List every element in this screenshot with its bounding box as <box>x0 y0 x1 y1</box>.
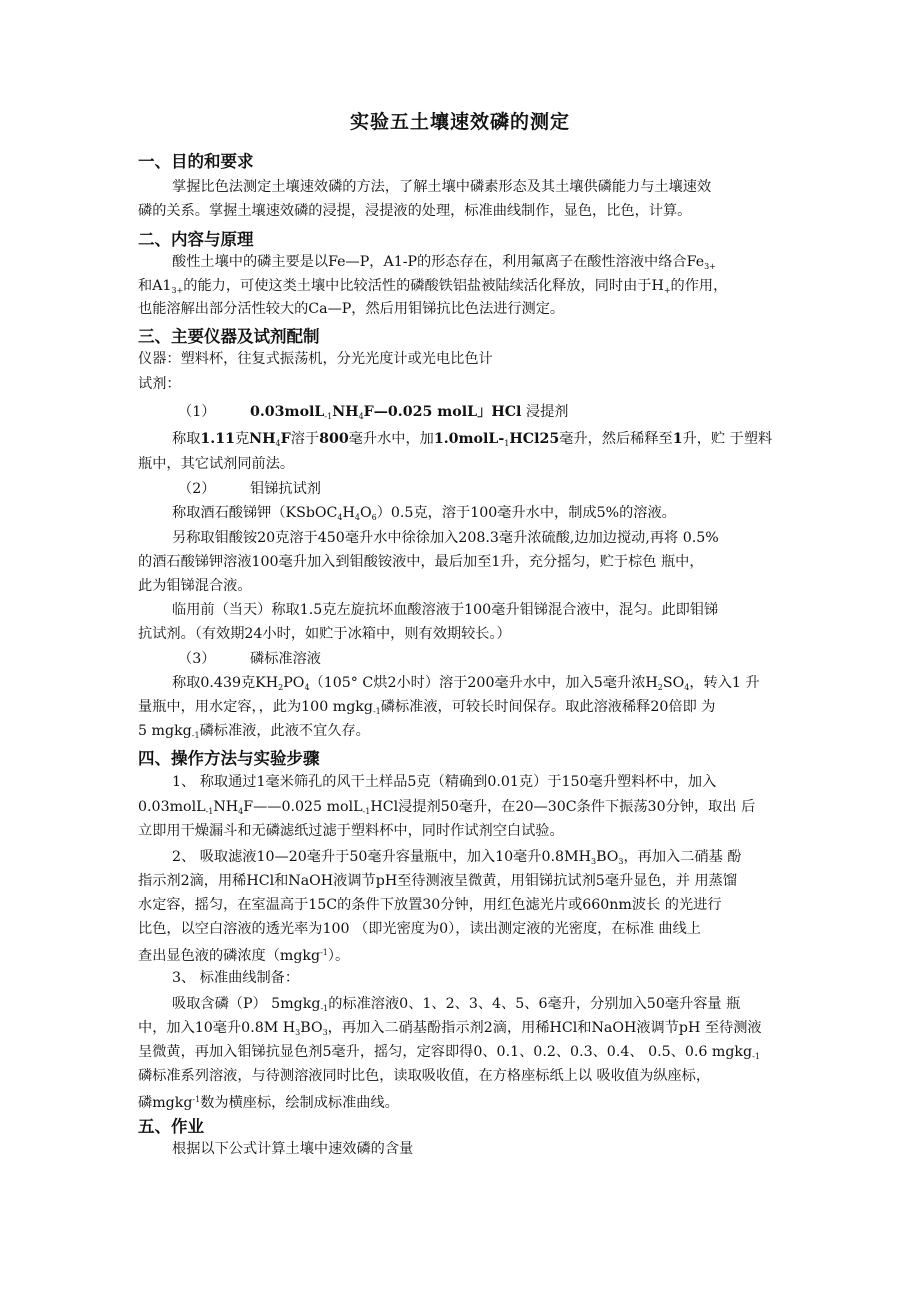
reagent-3-title: 磷标准溶液 <box>250 651 321 667</box>
reagent-1-line-1: 称取1.11克$NH_4F$溶于800毫升水中，加$1.0molL-_1HCl25$毫升，然后稀释至1升，贮 于塑料 <box>172 431 773 448</box>
page-title: 实验五土壤速效磷的测定 <box>349 111 570 133</box>
step-2-line-3: 水定容，摇匀，在室温高于15C的条件下放置30分钟，用红色滤光片或660nm波长 的光进行 <box>138 897 722 913</box>
step-1-line-1: 1、 称取通过1毫米筛孔的风干土样品5克（精确到0.01克）于150毫升塑料杯中，加入 <box>172 774 717 790</box>
step-3-line-3: 呈微黄，再加入钼锑抗显色剂5毫升，摇匀，定容即得0、0.1、0.2、0.3、0.4、 0.5、0.6 mgkg$_{-1}$ <box>138 1044 760 1061</box>
step-3-line-4: 磷标准系列溶液，与待测溶液同时比色，读取吸收值，在方格座标纸上以 吸收值为纵座标， <box>138 1068 711 1084</box>
s2-line-3: 也能溶解出部分活性较大的Ca—P，然后用钼锑抗比色法进行测定。 <box>138 301 565 317</box>
reagent-2-title: 钼锑抗试剂 <box>250 481 321 497</box>
s2-line-2: 和$A1_{3+}$的能力，可使这类土壤中比较活性的磷酸铁铝盐被陆续活化释放，同时由于$H_+$的作用， <box>138 278 728 295</box>
section-5-heading: 五、作业 <box>138 1117 204 1136</box>
reagent-3-line-1: 称取0.439克$KH_2PO_4(105^\circ$ C烘2小时）溶于200毫升水中，加入5毫升浓$H_2SO_4$，转入1 升 <box>172 675 760 692</box>
s1-line-2: 磷的关系。掌握土壤速效磷的浸提，浸提液的处理，标准曲线制作，显色，比色，计算。 <box>138 203 692 219</box>
s5-line-1: 根据以下公式计算土壤中速效磷的含量 <box>172 1141 414 1157</box>
reagent-3-number: （3） <box>178 651 216 667</box>
instruments-line: 仪器：塑料杯，往复式振荡机，分光光度计或光电比色计 <box>138 351 493 367</box>
s2-line-1: 酸性土壤中的磷主要是以Fe—P，A1-P的形态存在，利用氟离子在酸性溶液中络合$Fe_{3+}$ <box>172 254 716 271</box>
s1-line-1: 掌握比色法测定土壤速效磷的方法，了解土壤中磷素形态及其土壤供磷能力与土壤速效 <box>172 179 712 195</box>
step-2-line-4: 比色，以空白溶液的透光率为100 （即光密度为0），读出测定液的光密度，在标准 曲线上 <box>138 921 701 937</box>
reagents-label: 试剂： <box>138 376 181 392</box>
step-1-line-2: $0.03molL_{-1}NH_4F——0.025$ molL$_{-1}$HCl浸提剂50毫升，在20—30C条件下振荡30分钟，取出 后 <box>138 799 756 816</box>
reagent-2-line-1: 称取酒石酸锑钾$(KSbOC_4H_4O_6)0.5$克，溶于100毫升水中，制成5%的溶液。 <box>172 505 676 522</box>
step-2-line-2: 指示剂2滴，用稀HCl和NaOH液调节pH至待测液呈微黄，用钼锑抗试剂5毫升显色，并 用蒸馏 <box>138 873 738 889</box>
section-1-heading: 一、目的和要求 <box>138 152 254 171</box>
reagent-2-number: （2） <box>178 481 216 497</box>
reagent-1-line-2: 瓶中，其它试剂同前法。 <box>138 456 295 472</box>
reagent-2-line-6: 抗试剂。（有效期24小时，如贮于冰箱中，则有效期较长。） <box>138 626 511 642</box>
reagent-3-line-2: 量瓶中，用水定容，，此为100 mgkg$_{-1}$磷标准液，可较长时间保存。取此溶液稀释20倍即 为 <box>138 699 716 716</box>
section-3-heading: 三、主要仪器及试剂配制 <box>138 327 320 346</box>
reagent-1-number: （1） <box>178 404 216 420</box>
reagent-2-line-5: 临用前（当天）称取1.5克左旋抗坏血酸溶液于100毫升钼锑混合液中，混匀。此即钼锑 <box>172 602 719 618</box>
step-1-line-3: 立即用干燥漏斗和无磷滤纸过滤于塑料杯中，同时作试剂空白试验。 <box>138 823 564 839</box>
step-3-title: 3、 标准曲线制备： <box>172 970 300 986</box>
step-2-line-5: 查出显色液的磷浓度（mgkg$^{-1}$）。 <box>138 948 350 964</box>
reagent-2-line-4: 此为钼锑混合液。 <box>138 578 252 594</box>
step-3-line-2: 中，加入10毫升0.8M $H_3BO_3$，再加入二硝基酚指示剂2滴，用稀HCl和NaOH液调节pH 至待测液 <box>138 1020 762 1037</box>
section-4-heading: 四、操作方法与实验步骤 <box>138 749 320 768</box>
reagent-1-title: $0.03molL_{-1}NH_4F—0.025$ molL」HCl 浸提剂 <box>250 404 569 421</box>
reagent-2-line-2: 另称取钼酸铵20克溶于450毫升水中徐徐加入208.3毫升浓硫酸,边加边搅动,再将 0.5% <box>172 530 719 546</box>
section-2-heading: 二、内容与原理 <box>138 230 254 249</box>
step-2-line-1: 2、 吸取滤液10—20毫升于50毫升容量瓶中，加入10毫升$0.8MH_3BO_3$，再加入二硝基 酚 <box>172 849 742 866</box>
step-3-line-5: 磷mgkg$^{-1}$数为横座标，绘制成标准曲线。 <box>138 1095 399 1111</box>
reagent-2-line-3: 的酒石酸锑钾溶液100毫升加入到钼酸铵液中，最后加至1升，充分摇匀，贮于棕色 瓶中， <box>138 554 704 570</box>
reagent-3-line-3: 5 mgkg$_{-1}$磷标准液，此液不宜久存。 <box>138 723 370 740</box>
step-3-line-1: 吸取含磷（P） 5mgkg$_{-1}$的标准溶液0、1、2、3、4、5、6毫升，分别加入50毫升容量 瓶 <box>172 996 741 1013</box>
